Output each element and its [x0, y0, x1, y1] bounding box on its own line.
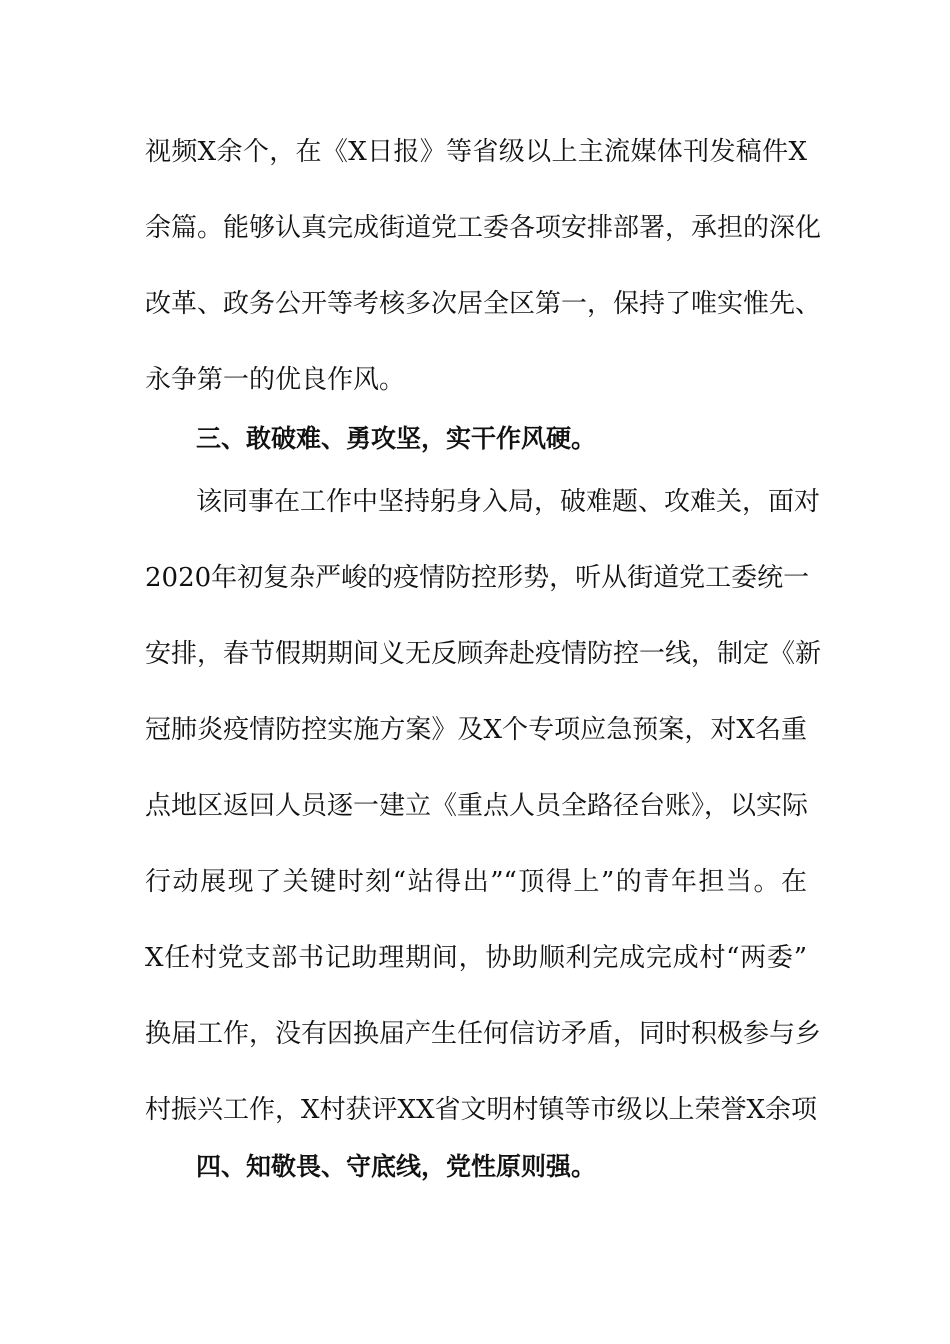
body-line-6: 2020年初复杂严峻的疫情防控形势，听从街道党工委统一 [145, 563, 810, 593]
body-line-13: 村振兴工作，X村获评XX省文明村镇等市级以上荣誉X余项 [145, 1095, 818, 1125]
body-line-5: 该同事在工作中坚持躬身入局，破难题、攻难关，面对 [196, 487, 821, 517]
body-line-9: 点地区返回人员逐一建立《重点人员全路径台账》，以实际 [145, 791, 809, 821]
body-line-1: 视频X余个，在《X日报》等省级以上主流媒体刊发稿件X [145, 137, 807, 167]
body-line-2: 余篇。能够认真完成街道党工委各项安排部署，承担的深化 [145, 213, 822, 243]
section-heading-4: 四、知敬畏、守底线，党性原则强。 [196, 1152, 597, 1181]
body-line-11: X任村党支部书记助理期间，协助顺利完成完成村“两委” [145, 943, 807, 973]
body-line-12: 换届工作，没有因换届产生任何信访矛盾，同时积极参与乡 [145, 1019, 822, 1049]
section-heading-3: 三、敢破难、勇攻坚，实干作风硬。 [196, 424, 597, 453]
body-line-7: 安排，春节假期期间义无反顾奔赴疫情防控一线，制定《新 [145, 639, 822, 669]
body-line-10: 行动展现了关键时刻“站得出”“顶得上”的青年担当。在 [145, 867, 807, 897]
body-line-4: 永争第一的优良作风。 [145, 365, 406, 395]
body-line-3: 改革、政务公开等考核多次居全区第一，保持了唯实惟先、 [145, 289, 822, 319]
body-line-8: 冠肺炎疫情防控实施方案》及X个专项应急预案，对X名重 [145, 715, 807, 745]
